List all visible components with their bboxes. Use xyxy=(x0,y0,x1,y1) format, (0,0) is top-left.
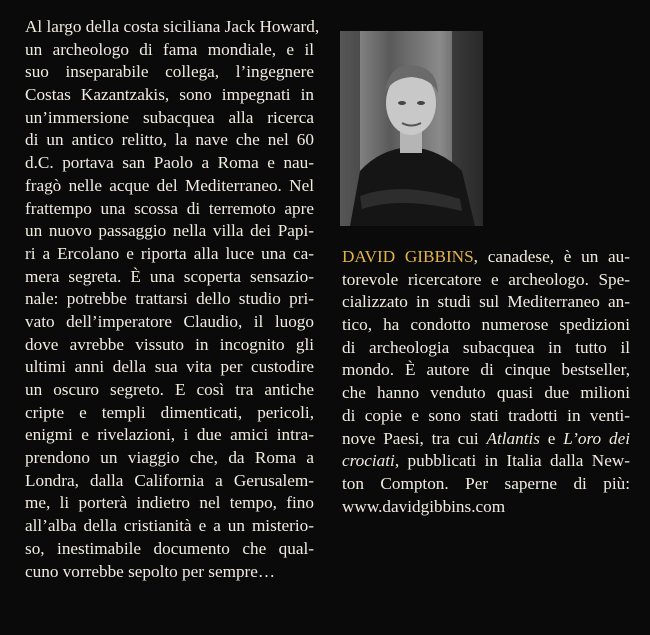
author-name: DAVID GIBBINS xyxy=(342,247,474,266)
synopsis-line xyxy=(25,470,314,493)
bio-line xyxy=(342,450,630,473)
synopsis-text xyxy=(25,16,320,583)
synopsis-line xyxy=(25,220,314,243)
text-segment: che hanno venduto quasi due milioni xyxy=(342,383,630,403)
text-segment: vato dell’imperatore Claudio, il luogo xyxy=(25,311,314,331)
text-segment: , pubblicati in Italia dalla New- xyxy=(394,451,630,471)
text-segment: prendono un viaggio che, da Roma a xyxy=(25,448,314,468)
synopsis-line xyxy=(25,402,314,425)
synopsis-line xyxy=(25,288,314,311)
text-segment: nale: potrebbe trattarsi dello studio pri- xyxy=(25,289,314,309)
text-segment: di archeologia subacquea in tutto il xyxy=(342,337,630,357)
synopsis-line xyxy=(25,266,314,289)
synopsis-line xyxy=(25,424,314,447)
text-segment: dove avrebbe vissuto in incognito gli xyxy=(25,334,314,354)
author-photo xyxy=(340,31,483,226)
text-segment: Costas Kazantzakis, sono impegnati in xyxy=(25,85,314,105)
text-segment: un’immersione subacquea alla ricerca xyxy=(25,107,314,127)
synopsis-line xyxy=(25,39,314,62)
bio-line xyxy=(342,473,630,496)
synopsis-line xyxy=(25,61,314,84)
synopsis-line xyxy=(25,334,314,357)
bio-line xyxy=(342,337,630,360)
synopsis-line xyxy=(25,107,314,130)
text-segment: un nuovo passaggio nella villa dei Papi- xyxy=(25,221,314,241)
synopsis-line xyxy=(25,129,314,152)
book-title: Atlantis xyxy=(486,428,540,448)
text-segment: suo inseparabile collega, l’ingegnere xyxy=(25,62,314,82)
text-segment: , canadese, è un au- xyxy=(473,247,630,266)
text-segment: frattempo una scossa di terremoto apre xyxy=(25,198,314,218)
text-segment: mera segreta. È una scoperta sensazio- xyxy=(25,266,314,286)
text-segment: e xyxy=(539,428,564,448)
synopsis-line xyxy=(25,492,314,515)
text-segment: mondo. È autore di cinque bestseller, xyxy=(342,360,630,380)
text-segment: Londra, dalla California a Gerusalem- xyxy=(25,470,314,490)
text-segment: ri a Ercolano e riporta alla luce una ca- xyxy=(25,243,314,263)
text-segment: ultimi anni della sua vita per custodire xyxy=(25,357,314,377)
text-segment: so, inestimabile documento che qual- xyxy=(25,538,314,558)
synopsis-line xyxy=(25,515,314,538)
text-segment: www.davidgibbins.com xyxy=(342,496,506,516)
text-segment: torevole ricercatore e archeologo. Spe- xyxy=(342,269,630,289)
book-title: L’oro dei xyxy=(563,428,630,448)
text-segment: un oscuro segreto. E così tra antiche xyxy=(25,380,314,399)
bio-line xyxy=(342,496,630,519)
bio-line xyxy=(342,359,630,382)
synopsis-line xyxy=(25,198,314,221)
text-segment: d.C. portava san Paolo a Roma e nau- xyxy=(25,153,314,173)
synopsis-line xyxy=(25,84,314,107)
text-segment: di copie e sono stati tradotti in venti- xyxy=(342,405,630,425)
text-segment: ton Compton. Per saperne di più: xyxy=(342,473,630,493)
bio-line xyxy=(342,405,630,428)
text-segment: cuno vorrebbe sepolto per sempre… xyxy=(25,561,276,581)
synopsis-line xyxy=(25,175,314,198)
synopsis-line xyxy=(25,447,314,470)
bio-line xyxy=(342,428,630,451)
text-segment: fragò nelle acque del Mediterraneo. Nel xyxy=(25,175,314,195)
text-segment: tico, ha condotto numerose spedizioni xyxy=(342,315,630,335)
bio-line xyxy=(342,269,630,292)
text-segment: cripte e templi dimenticati, pericoli, xyxy=(25,402,314,422)
synopsis-line xyxy=(25,16,320,39)
synopsis-line xyxy=(25,561,314,584)
synopsis-line xyxy=(25,243,314,266)
synopsis-line xyxy=(25,356,314,379)
synopsis-line xyxy=(25,152,314,175)
text-segment: un archeologo di fama mondiale, e il xyxy=(25,39,314,59)
bio-line xyxy=(342,382,630,405)
synopsis-line xyxy=(25,379,314,402)
text-segment: nove Paesi, tra cui xyxy=(342,428,487,448)
bio-line xyxy=(342,314,630,337)
text-segment: me, li porterà indietro nel tempo, fino xyxy=(25,493,314,513)
text-segment: Al largo della costa siciliana Jack Howard, xyxy=(25,17,320,36)
bio-line xyxy=(342,291,630,314)
bio-line xyxy=(342,246,630,269)
synopsis-line xyxy=(25,311,314,334)
text-segment: cializzato in studi sul Mediterraneo an- xyxy=(342,292,630,312)
author-bio-text xyxy=(342,246,630,518)
text-segment: di un antico relitto, la nave che nel 60 xyxy=(25,130,314,150)
text-segment: enigmi e rivelazioni, i due amici intra- xyxy=(25,425,314,445)
book-title: crociati xyxy=(342,451,395,471)
synopsis-line xyxy=(25,538,314,561)
text-segment: all’alba della cristianità e a un misterio- xyxy=(25,516,314,536)
